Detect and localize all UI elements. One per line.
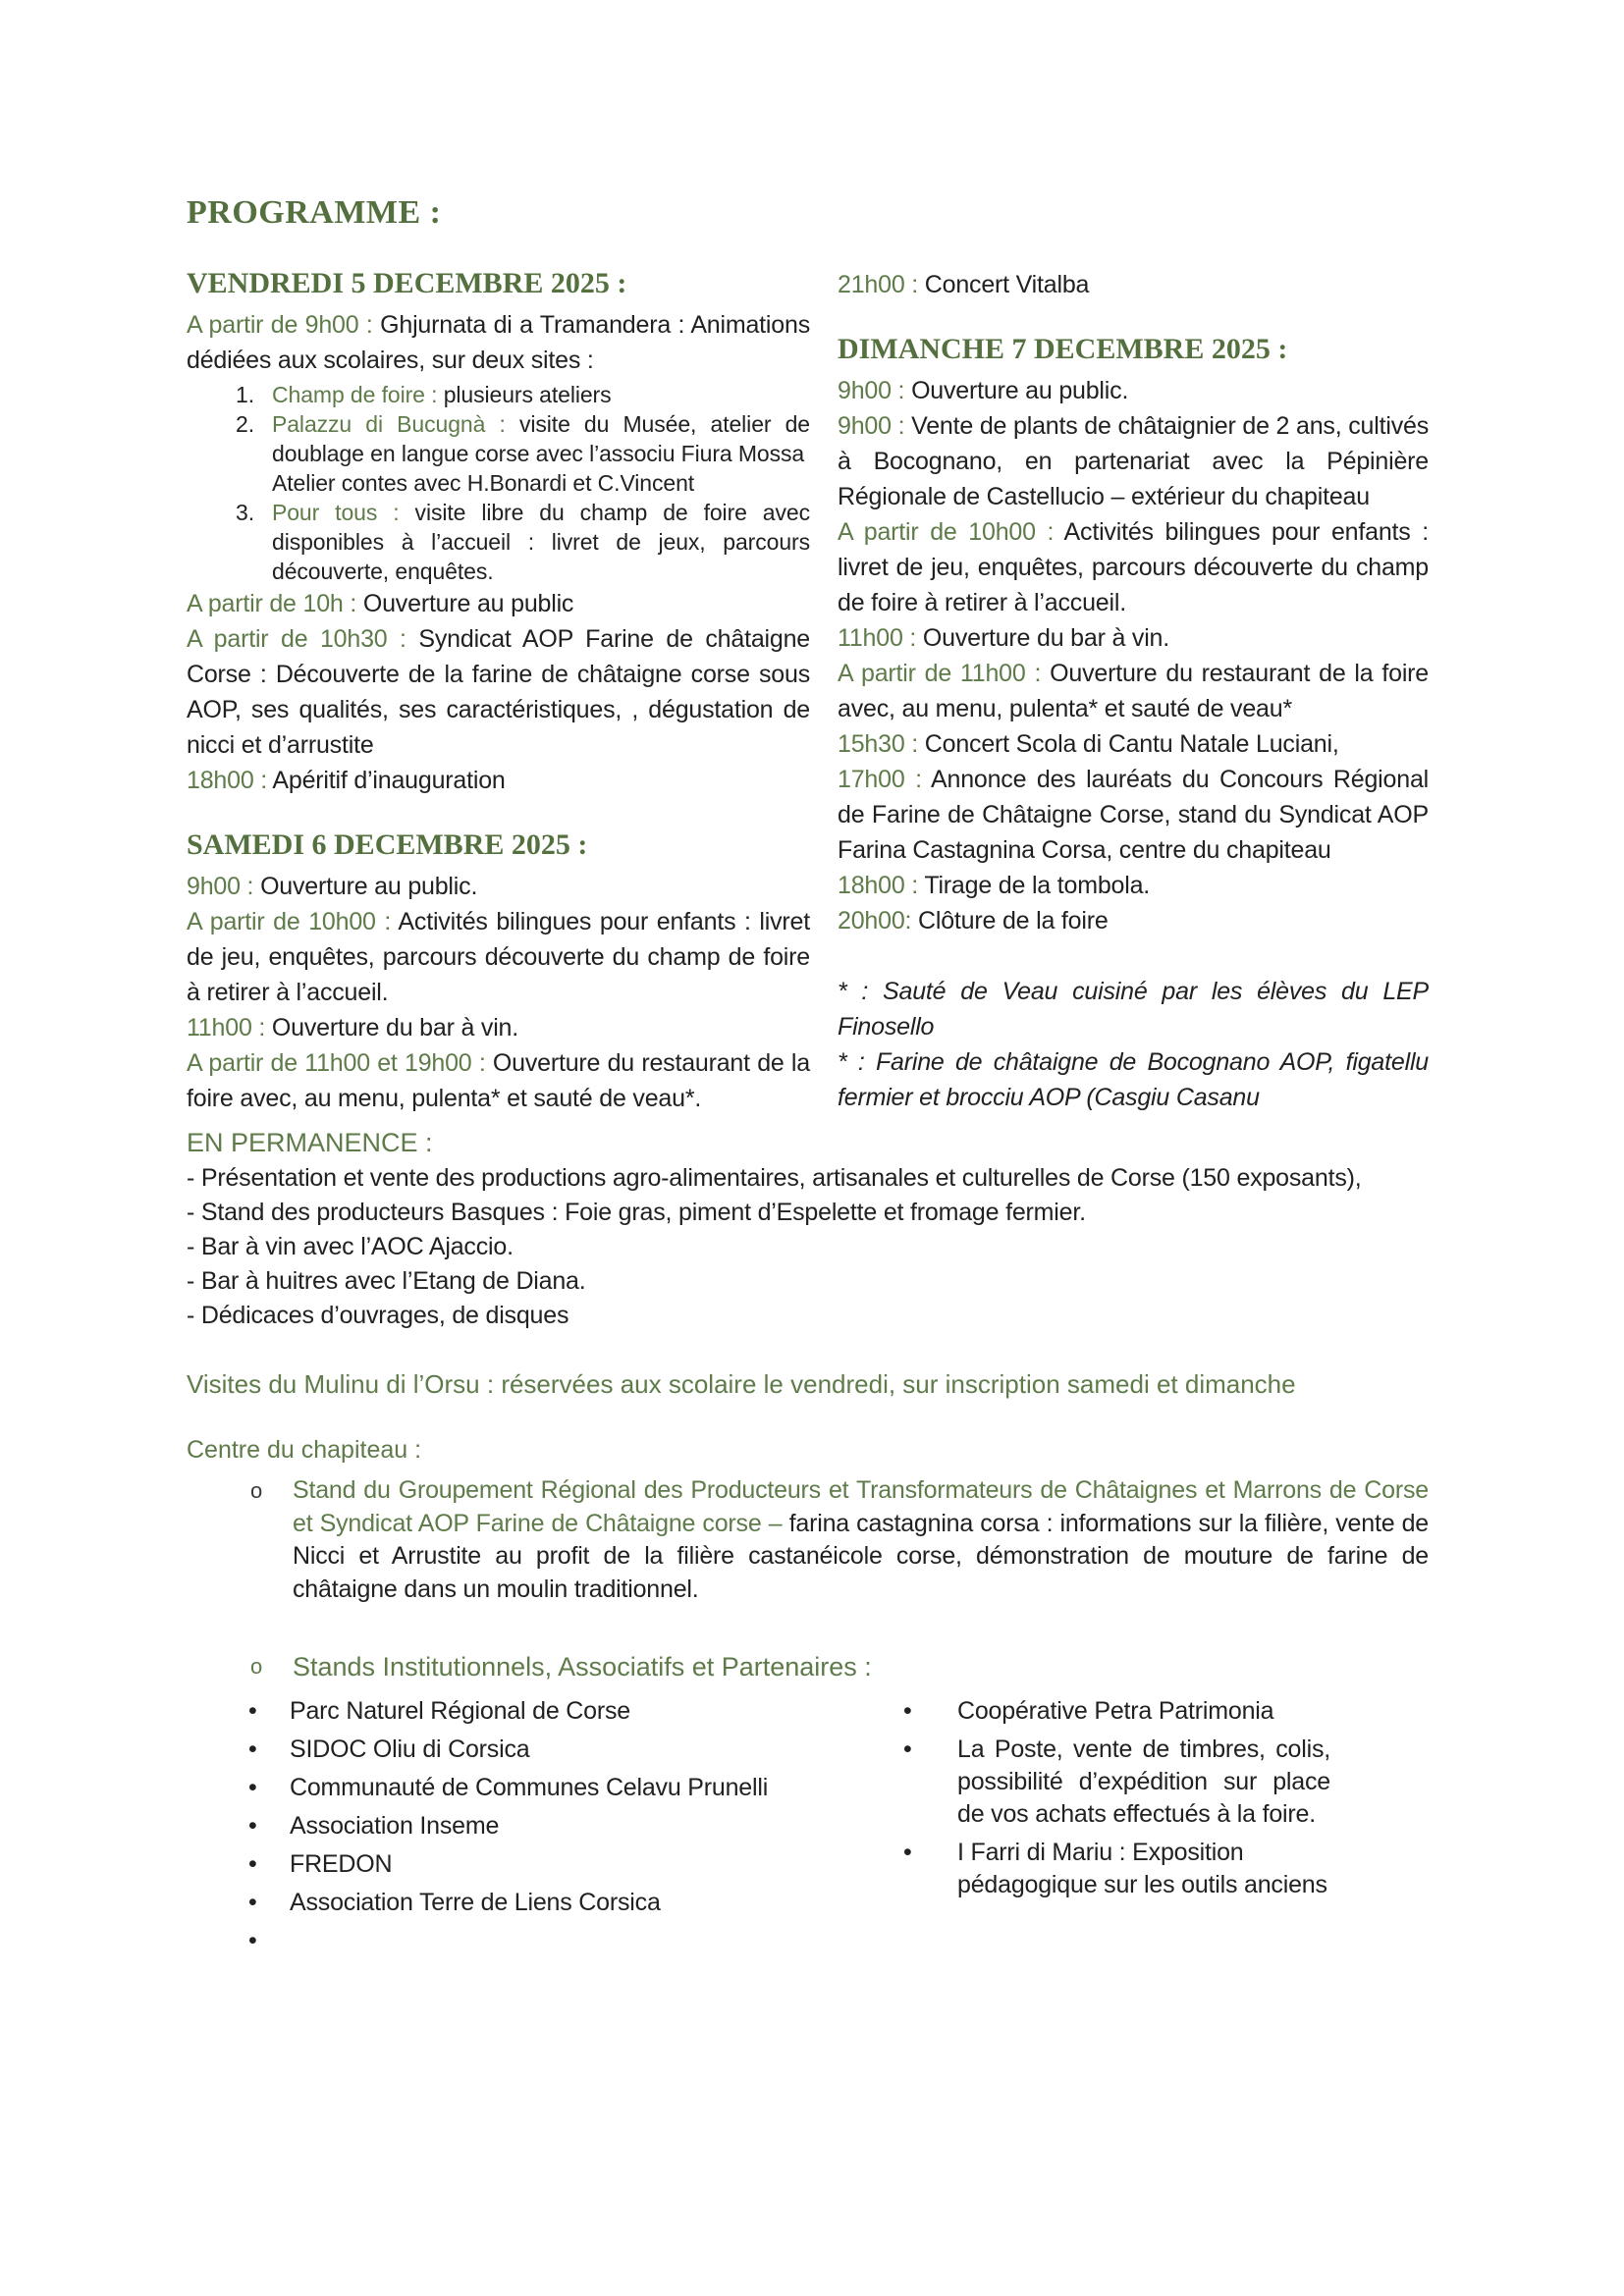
event-time-label: 9h00 : <box>838 377 905 404</box>
event-time-label: 15h30 : <box>838 730 919 758</box>
footnote-farine: * : Farine de châtaigne de Bocognano AOP, figatellu fermier et brocciu AOP (Casgiu Casanu <box>838 1048 1429 1111</box>
chapiteau-heading: Centre du chapiteau : <box>187 1436 422 1464</box>
event-sun-11h-bar <box>838 620 1429 656</box>
friday-numbered-list <box>187 380 810 586</box>
stands-list-left <box>187 1695 903 1963</box>
stand-list-item: • La Poste, vente de timbres, colis, possibilité d’expédition sur place de vos achats effectués à la foire. <box>903 1734 1330 1831</box>
event-text: Concert Scola di Cantu Natale Luciani, <box>924 730 1339 758</box>
footnotes <box>838 974 1429 1115</box>
event-sat-11h <box>187 1010 810 1045</box>
visites-line: Visites du Mulinu di l’Orsu : réservées aux scolaire le vendredi, sur inscription samedi et dimanche <box>187 1369 1296 1399</box>
item-label: Champ de foire : <box>272 382 438 407</box>
permanence-item: - Présentation et vente des productions agro-alimentaires, artisanales et culturelles de Corse (150 exposants), <box>187 1164 1362 1192</box>
stand-list-item: • Association Terre de Liens Corsica <box>187 1887 903 1919</box>
event-text: Clôture de la foire <box>918 907 1109 934</box>
day-heading-saturday: SAMEDI 6 DECEMBRE 2025 : <box>187 828 588 861</box>
event-text: Annonce des lauréats du Concours Régional de Farine de Châtaigne Corse, stand du Syndicat AOP Farina Castagnina Corsa, centre du chapiteau <box>838 766 1429 864</box>
footnote-veau: * : Sauté de Veau cuisiné par les élèves du LEP Finosello <box>838 978 1429 1041</box>
item-number: 2. <box>236 411 254 437</box>
event-sun-20h <box>838 903 1429 938</box>
item-number: 1. <box>236 382 254 407</box>
permanence-heading: EN PERMANENCE : <box>187 1128 433 1157</box>
item-text: visite libre du champ de foire avec disponibles à l’accueil : livret de jeux, parcours découverte, enquêtes. <box>272 500 810 584</box>
permanence-item: - Stand des producteurs Basques : Foie gras, piment d’Espelette et fromage fermier. <box>187 1199 1086 1226</box>
section-permanence <box>187 1124 1429 1333</box>
day-heading-sunday: DIMANCHE 7 DECEMBRE 2025 : <box>838 333 1288 365</box>
event-time-label: 11h00 : <box>187 1014 266 1041</box>
stand-black-text: farina castagnina corsa : informations sur la filière, vente de Nicci et Arrustite au profit de la filière castanéicole corse, démonstration de mouture de farine de châtaigne dans un moulin traditionnel. <box>293 1509 1430 1603</box>
event-text: Syndicat AOP Farine de châtaigne Corse : Découverte de la farine de châtaigne corse sous AOP, ses qualités, ses caractéristiques, , dégustation de nicci et d’arrustite <box>187 625 811 759</box>
stand-list-item: • Coopérative Petra Patrimonia <box>903 1695 1330 1728</box>
event-time-label: A partir de 10h30 : <box>187 625 406 653</box>
item-number: 3. <box>236 500 254 525</box>
permanence-item: - Bar à huitres avec l’Etang de Diana. <box>187 1267 586 1295</box>
stands-heading: o Stands Institutionnels, Associatifs et Partenaires : <box>187 1650 1429 1683</box>
numbered-item-2 <box>187 409 810 498</box>
event-friday-18h <box>187 763 810 798</box>
event-text: Vente de plants de châtaignier de 2 ans, cultivés à Bocognano, en partenariat avec la Pépinière Régionale de Castellucio – extérieur du chapiteau <box>838 412 1429 510</box>
event-sun-10h <box>838 514 1429 620</box>
event-time-label: A partir de 10h : <box>187 590 357 617</box>
item-extra-line: Atelier contes avec H.Bonardi et C.Vincent <box>272 470 695 496</box>
event-text: Ouverture du bar à vin. <box>271 1014 518 1041</box>
item-label: Palazzu di Bucugnà : <box>272 411 506 437</box>
chapiteau-stand-item <box>187 1474 1429 1606</box>
event-sun-9h-open <box>838 373 1429 408</box>
page-title: PROGRAMME : <box>187 194 442 231</box>
stand-list-item: • SIDOC Oliu di Corsica <box>187 1734 903 1766</box>
two-column-schedule <box>187 267 1429 1124</box>
column-left <box>187 267 810 1116</box>
stands-list-right <box>903 1695 1330 1963</box>
event-sat-9h <box>187 869 810 904</box>
event-text: Ouverture du restaurant de la foire avec, au menu, pulenta* et sauté de veau*. <box>187 1049 810 1112</box>
event-time-label: 20h00: <box>838 907 912 934</box>
event-time-label: 11h00 : <box>838 624 917 652</box>
event-sun-15h30 <box>838 726 1429 762</box>
event-friday-intro <box>187 307 810 378</box>
event-text: Ouverture au public. <box>911 377 1129 404</box>
event-sun-17h <box>838 762 1429 868</box>
stand-green-text: Stand du Groupement Régional des Producteurs et Transformateurs de Châtaignes et Marrons de Corse et Syndicat AOP Farine de Châtaigne corse – <box>293 1476 1429 1537</box>
stand-list-item: • I Farri di Mariu : Exposition pédagogique sur les outils anciens <box>903 1837 1330 1901</box>
event-time-label: A partir de 11h00 et 19h00 : <box>187 1049 486 1077</box>
event-text: Activités bilingues pour enfants : livret de jeu, enquêtes, parcours découverte du champ de foire à retirer à l’accueil. <box>187 908 811 1006</box>
event-time-label: 9h00 : <box>187 873 254 900</box>
event-text: Tirage de la tombola. <box>924 872 1151 899</box>
day-heading-friday: VENDREDI 5 DECEMBRE 2025 : <box>187 267 627 299</box>
event-time-label: A partir de 10h00 : <box>187 908 392 935</box>
event-text: Ghjurnata di a Tramandera : Animations dédiées aux scolaires, sur deux sites : <box>187 311 810 374</box>
event-time-label: 18h00 : <box>838 872 919 899</box>
event-text: Activités bilingues pour enfants : livret de jeu, enquêtes, parcours découverte du champ de foire à retirer à l’accueil. <box>838 518 1430 616</box>
event-text: Apéritif d’inauguration <box>272 767 506 794</box>
event-time-label: 18h00 : <box>187 767 268 794</box>
permanence-item: - Dédicaces d’ouvrages, de disques <box>187 1302 569 1329</box>
event-friday-10h30 <box>187 621 810 763</box>
numbered-item-3 <box>187 498 810 586</box>
event-text: Ouverture du bar à vin. <box>922 624 1169 652</box>
event-text: Concert Vitalba <box>924 271 1090 298</box>
event-time-label: 17h00 : <box>838 766 922 793</box>
numbered-item-1 <box>187 380 810 409</box>
event-time-label: A partir de 11h00 : <box>838 660 1042 687</box>
item-text: visite du Musée, atelier de doublage en langue corse avec l’associu Fiura Mossa <box>272 411 811 466</box>
event-sun-18h <box>838 868 1429 903</box>
event-sun-11h-resto <box>838 656 1429 726</box>
item-text: plusieurs ateliers <box>443 382 612 407</box>
event-time-label: 21h00 : <box>838 271 919 298</box>
stand-list-item: • Parc Naturel Régional de Corse <box>187 1695 903 1728</box>
event-sat-10h <box>187 904 810 1010</box>
stands-lists <box>187 1695 1429 1963</box>
stand-list-item-empty <box>187 1925 903 1957</box>
item-label: Pour tous : <box>272 500 400 525</box>
event-text: Ouverture au public <box>362 590 574 617</box>
event-text: Ouverture du restaurant de la foire avec, au menu, pulenta* et sauté de veau* <box>838 660 1429 722</box>
event-text: Ouverture au public. <box>260 873 478 900</box>
permanence-item: - Bar à vin avec l’AOC Ajaccio. <box>187 1233 514 1260</box>
stand-list-item: • Association Inseme <box>187 1810 903 1842</box>
event-sun-9h-vente <box>838 408 1429 514</box>
stand-list-item: • Communauté de Communes Celavu Prunelli <box>187 1772 903 1804</box>
event-sat-11h-19h <box>187 1045 810 1116</box>
event-friday-10h <box>187 586 810 621</box>
event-time-label: A partir de 10h00 : <box>838 518 1055 546</box>
event-sat-21h <box>838 267 1429 302</box>
column-right <box>838 267 1429 1115</box>
stand-list-item: • FREDON <box>187 1848 903 1881</box>
event-time-label: A partir de 9h00 : <box>187 311 373 339</box>
event-time-label: 9h00 : <box>838 412 905 440</box>
